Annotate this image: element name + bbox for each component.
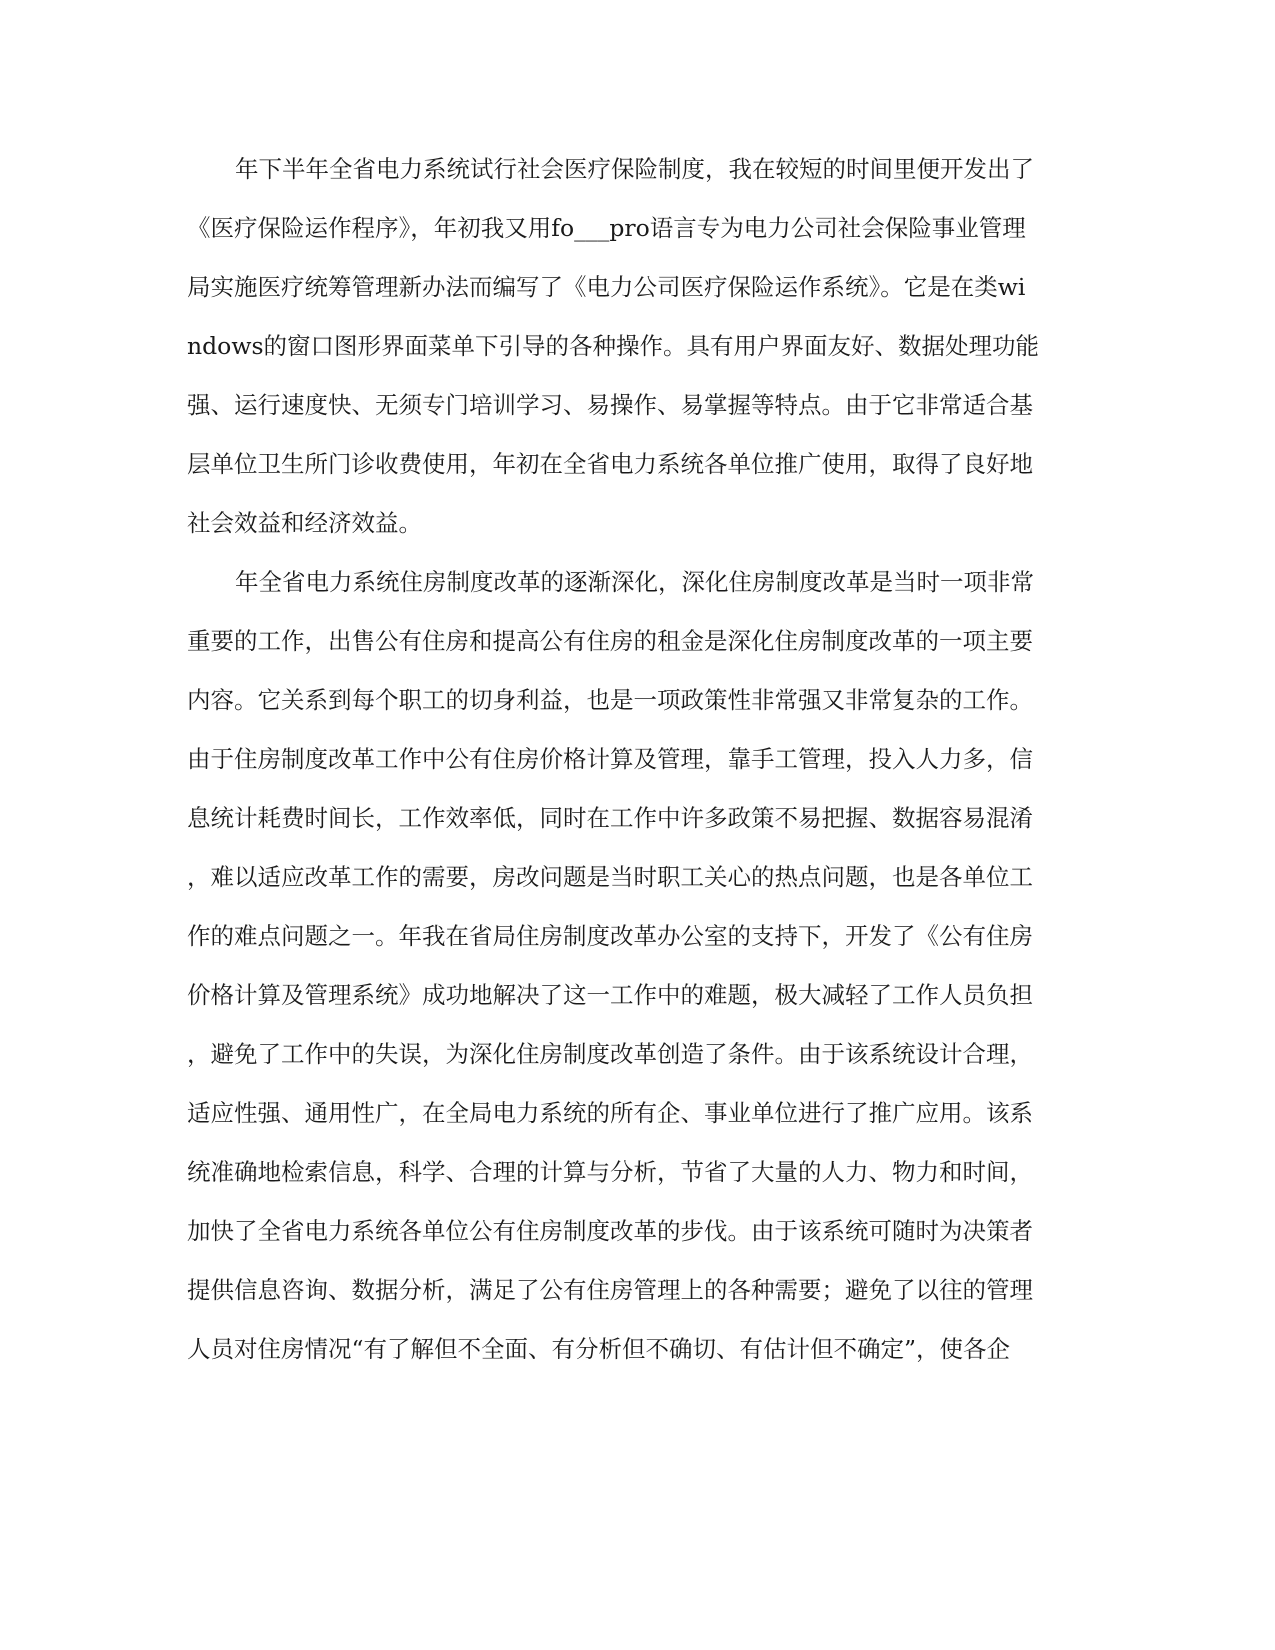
text-line: 层单位卫生所门诊收费使用，年初在全省电力系统各单位推广使用，取得了良好地	[187, 450, 1033, 478]
text-line: ，避免了工作中的失误，为深化住房制度改革创造了条件。由于该系统设计合理，	[187, 1040, 1033, 1068]
text-line: 统准确地检索信息，科学、合理的计算与分析，节省了大量的人力、物力和时间，	[187, 1158, 1033, 1186]
text-line: 由于住房制度改革工作中公有住房价格计算及管理，靠手工管理，投入人力多，信	[187, 745, 1033, 773]
text-line: 社会效益和经济效益。	[187, 509, 422, 537]
text-line: 人员对住房情况“有了解但不全面、有分析但不确切、有估计但不确定”，使各企	[187, 1335, 1011, 1363]
text-line: 息统计耗费时间长，工作效率低，同时在工作中许多政策不易把握、数据容易混淆	[187, 804, 1033, 832]
text-line: 《医疗保险运作程序》，年初我又用fo___pro语言专为电力公司社会保险事业管理	[187, 214, 1026, 242]
text-line: 加快了全省电力系统各单位公有住房制度改革的步伐。由于该系统可随时为决策者	[187, 1217, 1033, 1245]
text-line: 年全省电力系统住房制度改革的逐渐深化，深化住房制度改革是当时一项非常	[235, 568, 1034, 596]
text-line: 作的难点问题之一。年我在省局住房制度改革办公室的支持下，开发了《公有住房	[187, 922, 1033, 950]
text-line: 价格计算及管理系统》成功地解决了这一工作中的难题，极大减轻了工作人员负担	[187, 981, 1033, 1009]
document-body	[187, 140, 1087, 1379]
text-line: ，难以适应改革工作的需要，房改问题是当时职工关心的热点问题，也是各单位工	[187, 863, 1033, 891]
text-line: 年下半年全省电力系统试行社会医疗保险制度，我在较短的时间里便开发出了	[235, 155, 1034, 183]
paragraph-housing-reform	[187, 553, 1087, 1379]
text-line: 内容。它关系到每个职工的切身利益，也是一项政策性非常强又非常复杂的工作。	[187, 686, 1033, 714]
text-line: 局实施医疗统筹管理新办法而编写了《电力公司医疗保险运作系统》。它是在类wi	[187, 273, 1026, 301]
text-line: 提供信息咨询、数据分析，满足了公有住房管理上的各种需要；避免了以往的管理	[187, 1276, 1033, 1304]
text-line: 强、运行速度快、无须专门培训学习、易操作、易掌握等特点。由于它非常适合基	[187, 391, 1033, 419]
text-line: ndows的窗口图形界面菜单下引导的各种操作。具有用户界面友好、数据处理功能	[187, 332, 1040, 360]
text-line: 重要的工作，出售公有住房和提高公有住房的租金是深化住房制度改革的一项主要	[187, 627, 1033, 655]
text-line: 适应性强、通用性广，在全局电力系统的所有企、事业单位进行了推广应用。该系	[187, 1099, 1033, 1127]
paragraph-medical-insurance	[187, 140, 1087, 553]
